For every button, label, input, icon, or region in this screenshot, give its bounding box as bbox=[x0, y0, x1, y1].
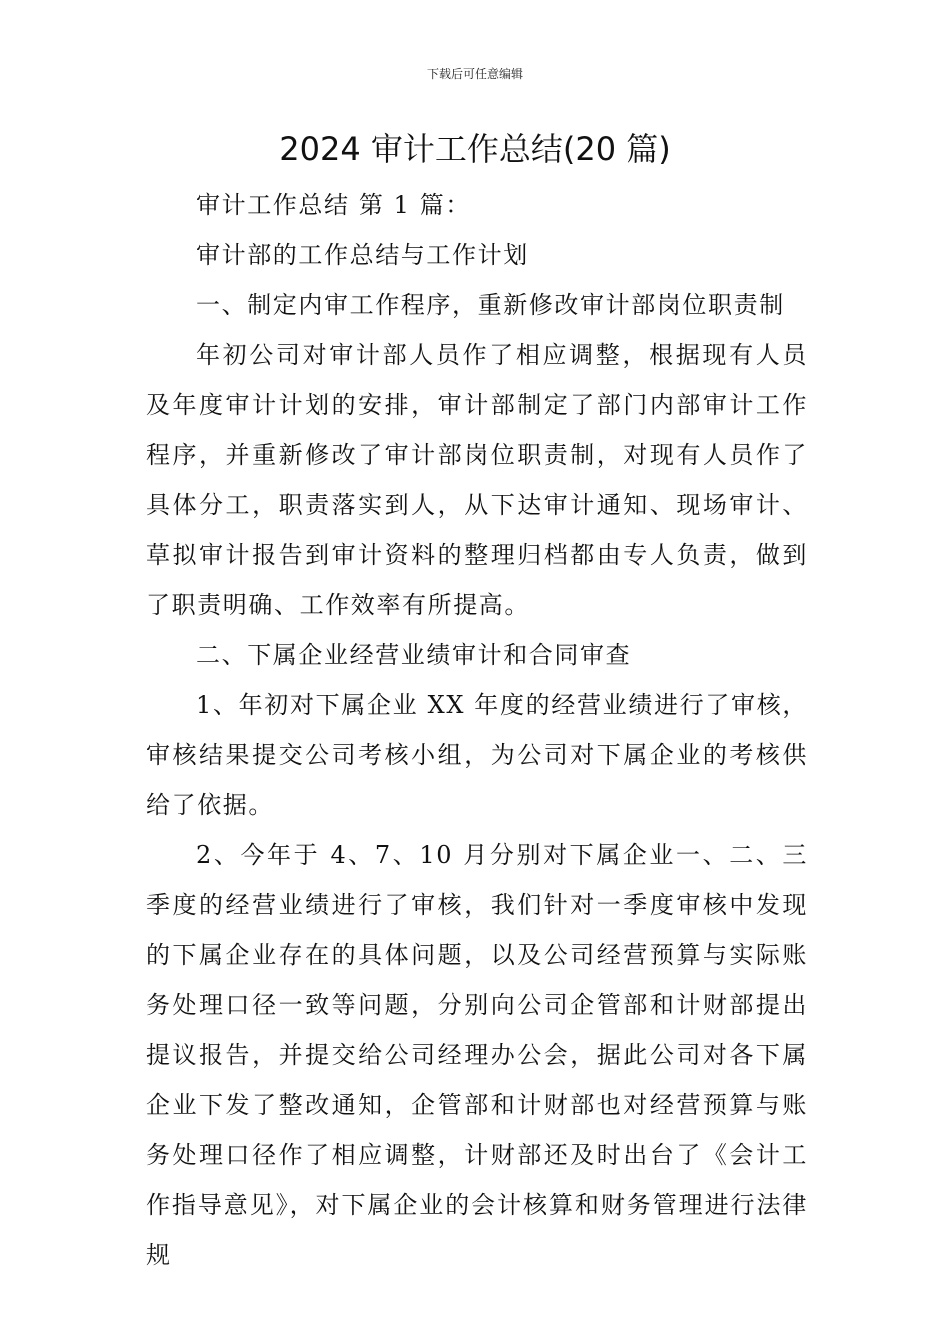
section-heading-part1: 审计工作总结 第 1 篇： bbox=[196, 191, 471, 219]
document-title: 2024 审计工作总结(20 篇) bbox=[279, 130, 671, 168]
body-paragraph-2: 1、年初对下属企业 XX 年度的经营业绩进行了审核，审核结果提交公司考核小组，为公司对下属企业的考核供给了依据。 bbox=[146, 691, 808, 819]
section-heading-2: 二、下属企业经营业绩审计和合同审查 bbox=[196, 641, 632, 669]
body-paragraph-1: 年初公司对审计部人员作了相应调整，根据现有人员及年度审计计划的安排，审计部制定了部门内部审计工作程序，并重新修改了审计部岗位职责制，对现有人员作了具体分工，职责落实到人，从下达审计通知、现场审计、草拟审计报告到审计资料的整理归档都由专人负责，做到了职责明确、工作效率有所提高。 bbox=[146, 341, 808, 619]
subtitle-paragraph: 审计部的工作总结与工作计划 bbox=[196, 241, 529, 269]
section-heading-1: 一、制定内审工作程序，重新修改审计部岗位职责制 bbox=[196, 291, 785, 319]
body-paragraph-3: 2、今年于 4、7、10 月分别对下属企业一、二、三季度的经营业绩进行了审核，我们针对一季度审核中发现的下属企业存在的具体问题，以及公司经营预算与实际账务处理口径一致等问题，分别向公司企管部和计财部提出提议报告，并提交给公司经理办公会，据此公司对各下属企业下发了整改通知，企管部和计财部也对经营预算与账务处理口径作了相应调整，计财部还及时出台了《会计工作指导意见》，对下属企业的会计核算和财务管理进行法律规 bbox=[146, 841, 808, 1269]
document-body bbox=[146, 180, 808, 1280]
header-note: 下载后可任意编辑 bbox=[426, 67, 523, 81]
